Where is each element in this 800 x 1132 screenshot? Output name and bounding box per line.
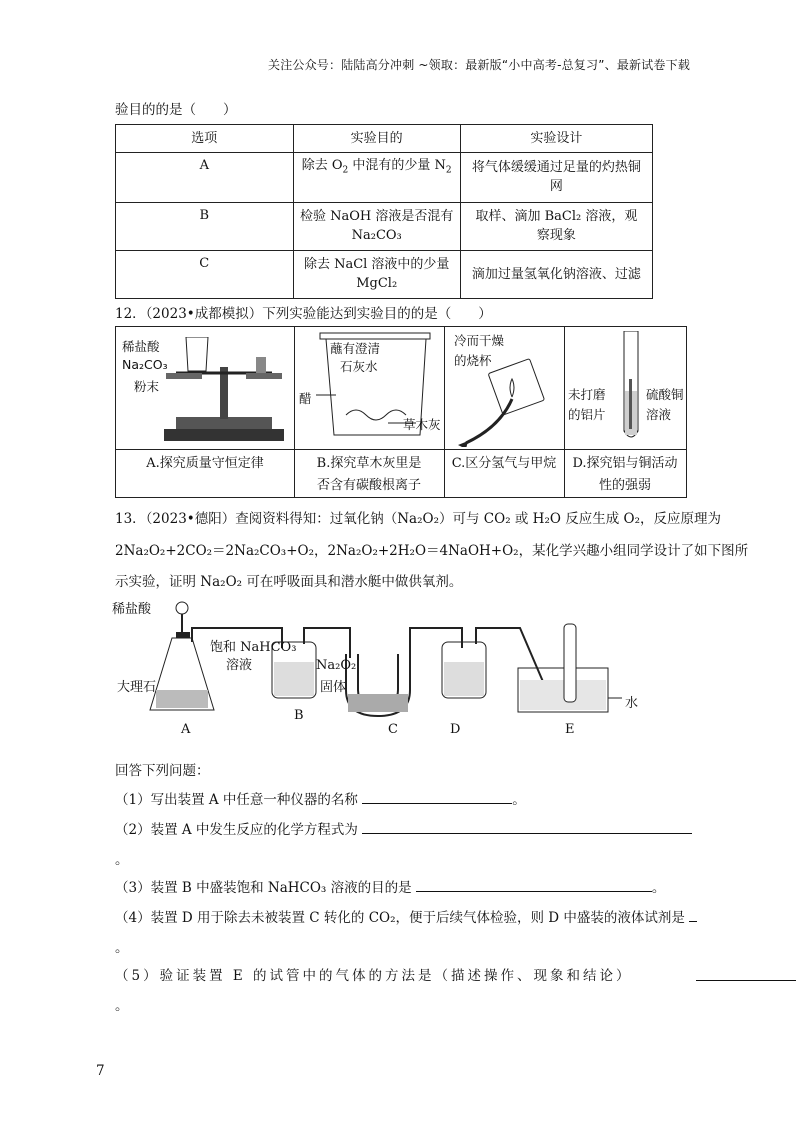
answer-blank[interactable] <box>696 966 796 981</box>
q12-stem: 12．（2023•成都模拟）下列实验能达到实验目的的是（ ） <box>115 306 492 322</box>
table-cell: 除去 $O_2$ 中混有的少量 $N_2$ <box>293 153 460 203</box>
label-saturated: 饱和 NaHCO₃ <box>210 640 297 655</box>
label-letter-a: A <box>181 722 191 737</box>
label-dilute-hcl: 稀盐酸 <box>122 339 160 354</box>
q11-stem-tail: 验目的的是（ ） <box>115 102 237 118</box>
q13-sub4-end: 。 <box>115 940 129 956</box>
label-unpolished-1: 未打磨 <box>568 387 606 402</box>
table-cell: B <box>116 202 294 250</box>
table-cell: 将气体缓缓通过足量的灼热铜网 <box>460 153 652 203</box>
page-header: 关注公众号：陆陆高分冲刺 ~领取：最新版“小中高考-总复习”、最新试卷下载 <box>268 58 691 72</box>
label-vinegar: 醋 <box>299 391 312 406</box>
table-header: 实验目的 <box>293 125 460 153</box>
label-powder: 粉末 <box>134 379 160 394</box>
table-row <box>116 202 653 250</box>
label-solid: 固体 <box>320 680 347 695</box>
table-header-row <box>116 125 653 153</box>
balance-illustration <box>156 337 292 445</box>
page-number: 7 <box>96 1063 105 1079</box>
cell-text: MgCl₂ <box>356 276 398 292</box>
q13-sub1: （1）写出装置 A 中任意一种仪器的名称 。 <box>115 788 526 808</box>
label-letter-e: E <box>565 722 575 737</box>
table-cell <box>293 250 460 298</box>
q13-line-1: 13．（2023•德阳）查阅资料得知：过氧化钠（Na₂O₂）可与 CO₂ 或 H₂O 反应生成 O₂，反应原理为 <box>115 511 721 527</box>
label-cold-dry-2: 的烧杯 <box>454 353 492 368</box>
answer-blank[interactable] <box>689 907 697 922</box>
cell-text: 检验 NaOH 溶液是否混有 <box>299 209 454 225</box>
cell-text: 除去 O <box>301 158 343 173</box>
q13-sub5-end: 。 <box>115 998 129 1014</box>
label-letter-b: B <box>294 708 304 723</box>
test-tube-illustration <box>616 331 646 445</box>
label-solution: 溶液 <box>226 658 253 673</box>
q13-sub2: （2）装置 A 中发生反应的化学方程式为 <box>115 818 692 838</box>
q11-table <box>115 124 653 299</box>
table-cell: 取样、滴加 BaCl₂ 溶液，观察现象 <box>460 202 652 250</box>
label-cuso4-2: 溶液 <box>646 407 672 422</box>
table-header: 实验设计 <box>460 125 652 153</box>
label-cuso4-1: 硫酸铜 <box>646 387 684 402</box>
caption-a: A.探究质量守恒定律 <box>146 456 264 471</box>
label-cold-dry-1: 冷而干燥 <box>454 333 505 348</box>
q13-sub4: （4）装置 D 用于除去未被装置 C 转化的 CO₂，便于后续气体检验，则 D 中盛装的液体试剂是 <box>115 906 697 926</box>
label-marble: 大理石 <box>117 680 157 695</box>
cell-text: Na₂CO₃ <box>351 228 402 244</box>
q13-line-2: 2Na₂O₂+2CO₂＝2Na₂CO₃+O₂，2Na₂O₂+2H₂O＝4NaOH+O₂，某化学兴趣小组同学设计了如下图所 <box>115 543 749 559</box>
q13-sub5: （5）验证装置 E 的试管中的气体的方法是（描述操作、现象和结论） <box>115 968 633 984</box>
caption-b: B.探究草木灰里是 否含有碳酸根离子 <box>316 456 422 493</box>
label-na2o2: Na₂O₂ <box>316 658 357 673</box>
table-cell: C <box>116 250 294 298</box>
label-plant-ash: 草木灰 <box>403 417 441 432</box>
q13-intro: 回答下列问题： <box>115 763 210 779</box>
label-limewater-2: 石灰水 <box>340 359 378 374</box>
label-limewater-1: 蘸有澄清 <box>330 341 381 356</box>
q13-sub2-end: 。 <box>115 852 129 868</box>
gas-jet-illustration <box>450 357 560 447</box>
answer-blank[interactable] <box>362 789 512 804</box>
table-cell: A <box>116 153 294 203</box>
answer-blank[interactable] <box>416 877 652 892</box>
label-na2co3: Na₂CO₃ <box>122 357 168 372</box>
table-cell <box>293 202 460 250</box>
caption-d: D.探究铝与铜活动 性的强弱 <box>572 456 678 493</box>
label-unpolished-2: 的铝片 <box>568 407 606 422</box>
answer-blank[interactable] <box>362 819 692 834</box>
table-row <box>116 153 653 203</box>
cell-text: 除去 NaCl 溶液中的少量 <box>303 257 450 273</box>
label-letter-d: D <box>450 722 461 737</box>
q12-figure-grid <box>115 326 687 498</box>
label-letter-c: C <box>388 722 398 737</box>
label-acid: 稀盐酸 <box>112 602 152 617</box>
label-water: 水 <box>625 696 639 711</box>
q13-sub3: （3）装置 B 中盛装饱和 NaHCO₃ 溶液的目的是 。 <box>115 876 665 896</box>
table-header: 选项 <box>116 125 294 153</box>
table-cell: 滴加过量氢氧化钠溶液、过滤 <box>460 250 652 298</box>
table-row <box>116 250 653 298</box>
cell-text: 中混有的少量 N <box>348 158 446 173</box>
caption-c: C.区分氢气与甲烷 <box>451 456 557 471</box>
apparatus-diagram <box>110 598 670 734</box>
q13-line-3: 示实验，证明 Na₂O₂ 可在呼吸面具和潜水艇中做供氧剂。 <box>115 574 463 590</box>
